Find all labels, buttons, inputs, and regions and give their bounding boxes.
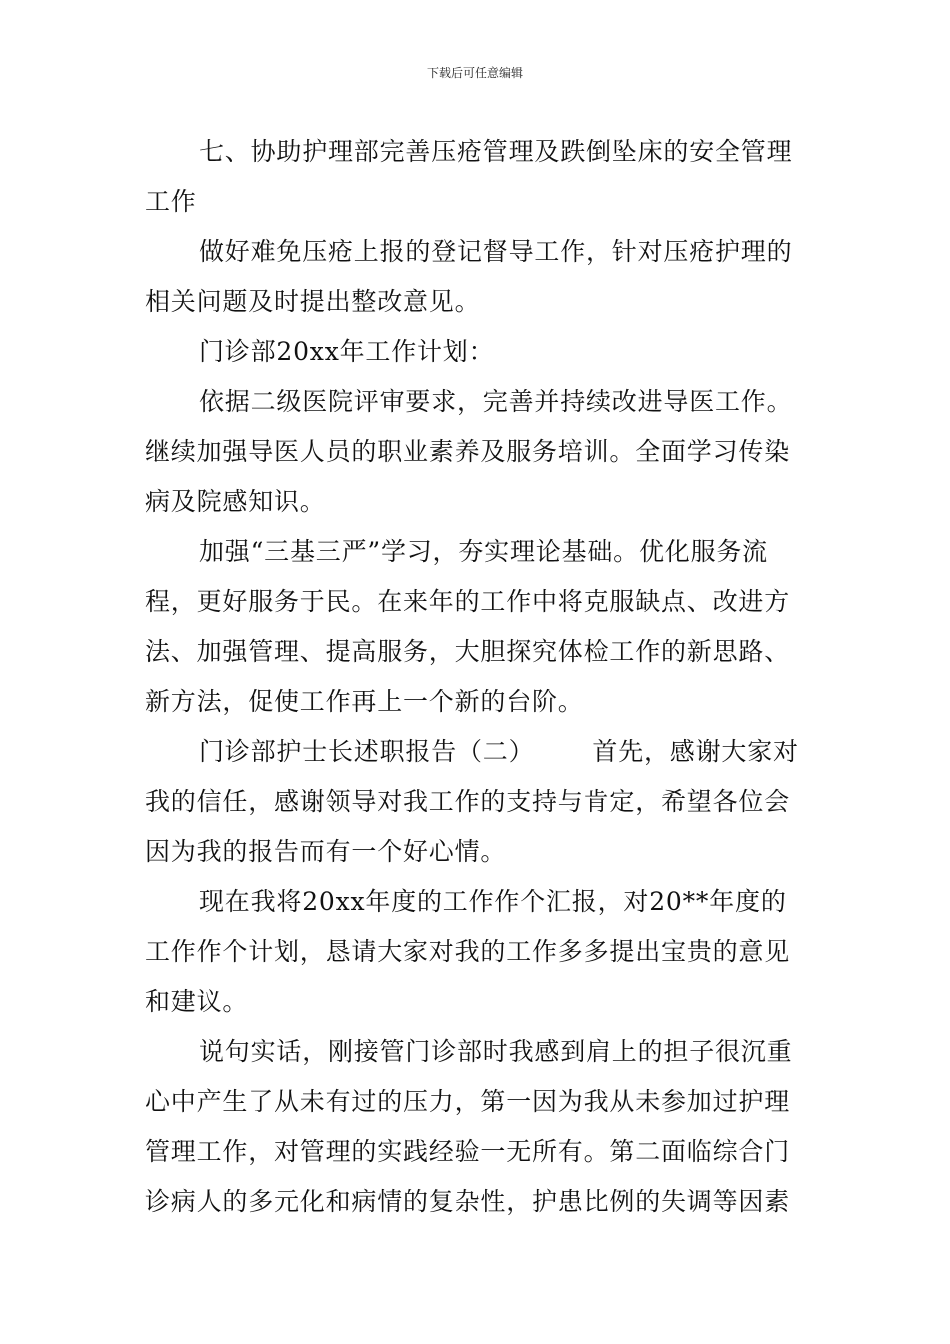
- paragraph-8: 说句实话，刚接管门诊部时我感到肩上的担子很沉重心中产生了从未有过的压力，第一因为我从未参加过护理管理工作，对管理的实践经验一无所有。第二面临综合门诊病人的多元化和病情的复杂性，护患比例的失调等因素: [145, 1037, 793, 1216]
- paragraph-2: 做好难免压疮上报的登记督导工作，针对压疮护理的相关问题及时提出整改意见。: [145, 237, 793, 316]
- paragraph-6-text: 首先，感谢大家对我的信任，感谢领导对我工作的支持与肯定，希望各位会因为我的报告而有一个好心情。: [145, 737, 799, 866]
- section-title: 门诊部护士长述职报告（二）: [199, 737, 535, 766]
- page-header: 下载后可任意编辑: [426, 66, 523, 80]
- paragraph-4: 依据二级医院评审要求，完善并持续改进导医工作。继续加强导医人员的职业素养及服务培训。全面学习传染病及院感知识。: [145, 387, 793, 516]
- paragraph-6: [145, 727, 810, 877]
- paragraph-1: 七、协助护理部完善压疮管理及跌倒坠床的安全管理工作: [145, 137, 793, 216]
- document-body: [145, 127, 810, 1227]
- paragraph-7: 现在我将20xx年度的工作作个汇报，对20**年度的工作作个计划，恳请大家对我的工作多多提出宝贵的意见和建议。: [145, 887, 791, 1016]
- paragraph-3: 门诊部20xx年工作计划：: [199, 337, 495, 366]
- paragraph-5: 加强“三基三严”学习，夯实理论基础。优化服务流程，更好服务于民。在来年的工作中将克服缺点、改进方法、加强管理、提高服务，大胆探究体检工作的新思路、新方法，促使工作再上一个新的台阶。: [145, 537, 791, 716]
